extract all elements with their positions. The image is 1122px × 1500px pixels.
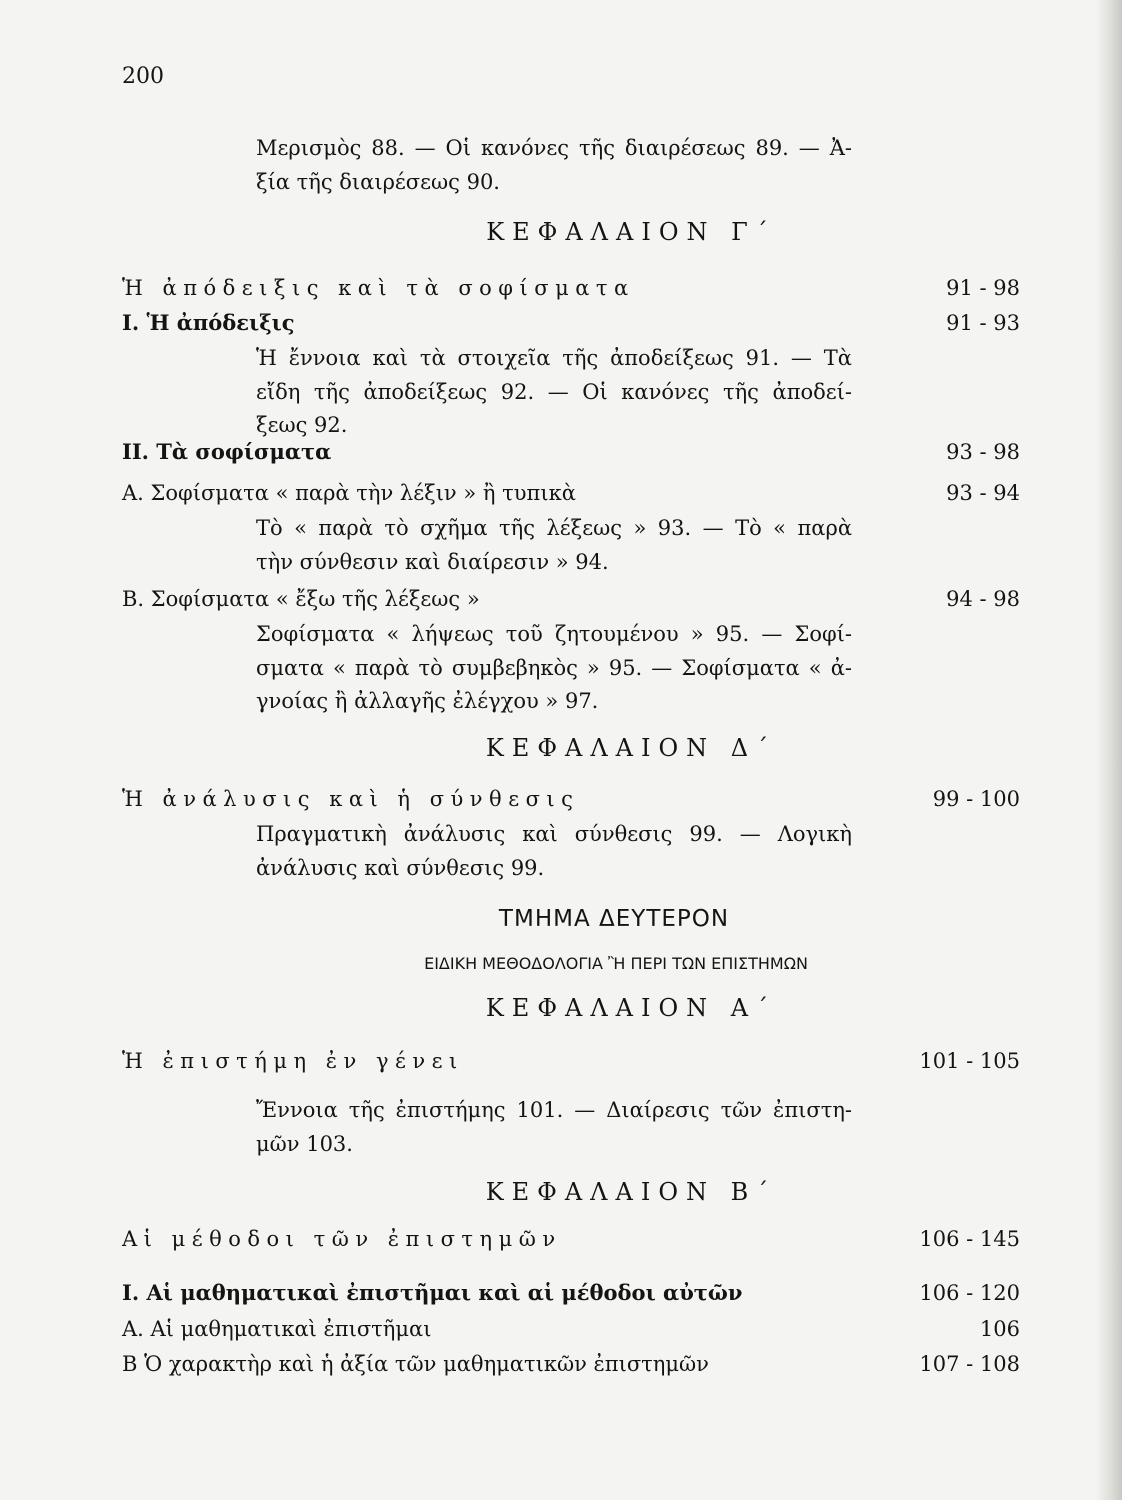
toc-entry-section-2 <box>0 437 1122 467</box>
entry-pages: 94 - 98 <box>946 587 1020 611</box>
entry-title: II. Τὰ σοφίσματα <box>122 439 332 464</box>
entry-title: Α. Σοφίσματα « παρὰ τὴν λέξιν » ἢ τυπικὰ <box>122 481 576 505</box>
desc-line: μῶν 103. <box>256 1131 353 1156</box>
desc-line: Τὸ « παρὰ τὸ σχῆμα τῆς λέξεως » 93. — Τὸ « παρὰ <box>256 516 852 540</box>
toc-entry-math-sciences <box>0 1278 1122 1308</box>
section-1-description <box>256 342 852 443</box>
entry-title: I. Ἡ ἀπόδειξις <box>122 310 295 335</box>
desc-line: Ἔννοια τῆς ἐπιστήμης 101. — Διαίρεσις τῶν ἐπιστη- <box>256 1098 852 1122</box>
entry-pages: 106 - 120 <box>919 1281 1020 1305</box>
entry-title: Ἡ ἀνάλυσις καὶ ἡ σύνθεσις <box>122 787 580 811</box>
entry-title: I. Αἱ μαθηματικαὶ ἐπιστῆμαι καὶ αἱ μέθοδοι αὐτῶν <box>122 1280 743 1305</box>
desc-line: ξεως 92. <box>256 413 348 437</box>
entry-title: Ἡ ἐπιστήμη ἐν γένει <box>122 1049 464 1073</box>
desc-line: εἴδη τῆς ἀποδείξεως 92. — Οἱ κανόνες τῆς ἀποδεί- <box>256 379 852 404</box>
entry-pages: 101 - 105 <box>919 1049 1020 1073</box>
page-number: 200 <box>122 64 164 89</box>
desc-line: γνοίας ἢ ἀλλαγῆς ἐλέγχου » 97. <box>256 689 599 713</box>
desc-line: ξία τῆς διαιρέσεως 90. <box>256 169 500 194</box>
part-heading: ΤΜΗΜΑ ΔΕΥΤΕΡΟΝ <box>498 906 730 932</box>
entry-pages: 106 <box>979 1317 1020 1341</box>
desc-line: Σοφίσματα « λήψεως τοῦ ζητουμένου » 95. — Σοφί- <box>256 622 852 646</box>
section-b-description <box>256 618 852 719</box>
toc-entry-section-1 <box>0 308 1122 338</box>
toc-entry-science <box>0 1046 1122 1076</box>
toc-entry-methods <box>0 1224 1122 1254</box>
section-a-description <box>256 512 852 579</box>
toc-entry-analysis <box>0 784 1122 814</box>
analysis-description <box>256 818 852 885</box>
chapter-heading-gamma: ΚΕΦΑΛΑΙΟΝ Γ΄ <box>486 218 776 246</box>
part-subheading: ΕΙΔΙΚΗ ΜΕΘΟΔΟΛΟΓΙΑ Ἢ ΠΕΡΙ ΤΩΝ ΕΠΙΣΤΗΜΩΝ <box>424 954 808 973</box>
entry-pages: 99 - 100 <box>932 787 1020 811</box>
entry-title: Β Ὁ χαρακτὴρ καὶ ἡ ἀξία τῶν μαθηματικῶν ἐπιστημῶν <box>122 1352 709 1376</box>
science-description <box>256 1094 852 1161</box>
entry-pages: 107 - 108 <box>919 1352 1020 1376</box>
desc-line: Μερισμὸς 88. — Οἱ κανόνες τῆς διαιρέσεως 89. — Ἀ- <box>256 136 852 160</box>
toc-entry-math-a <box>0 1314 1122 1344</box>
entry-title: Ἡ ἀπόδειξις καὶ τὰ σοφίσματα <box>122 276 635 300</box>
intro-description <box>256 132 852 199</box>
entry-title: Αἱ μέθοδοι τῶν ἐπιστημῶν <box>122 1227 562 1251</box>
desc-line: Ἡ ἔννοια καὶ τὰ στοιχεῖα τῆς ἀποδείξεως 91. — Τὰ <box>256 346 852 370</box>
entry-pages: 93 - 94 <box>946 481 1020 505</box>
entry-pages: 93 - 98 <box>946 440 1020 464</box>
toc-entry-section-a <box>0 478 1122 508</box>
desc-line: ἀνάλυσις καὶ σύνθεσις 99. <box>256 855 545 880</box>
desc-line: τὴν σύνθεσιν καὶ διαίρεσιν » 94. <box>256 549 609 574</box>
toc-entry-section-b <box>0 584 1122 614</box>
desc-line: σματα « παρὰ τὸ συμβεβηκὸς » 95. — Σοφίσματα « ἀ- <box>256 655 852 680</box>
desc-line: Πραγματικὴ ἀνάλυσις καὶ σύνθεσις 99. — Λογικὴ <box>256 822 852 846</box>
toc-entry-math-b <box>0 1349 1122 1379</box>
toc-entry-proof <box>0 273 1122 303</box>
entry-pages: 106 - 145 <box>919 1227 1020 1251</box>
entry-title: Β. Σοφίσματα « ἔξω τῆς λέξεως » <box>122 587 480 611</box>
entry-pages: 91 - 93 <box>946 311 1020 335</box>
chapter-heading-alpha: ΚΕΦΑΛΑΙΟΝ Α΄ <box>485 994 777 1022</box>
entry-pages: 91 - 98 <box>946 276 1020 300</box>
entry-title: Α. Αἱ μαθηματικαὶ ἐπιστῆμαι <box>122 1317 432 1341</box>
chapter-heading-delta: ΚΕΦΑΛΑΙΟΝ Δ΄ <box>485 734 777 762</box>
chapter-heading-beta: ΚΕΦΑΛΑΙΟΝ Β΄ <box>485 1178 777 1206</box>
